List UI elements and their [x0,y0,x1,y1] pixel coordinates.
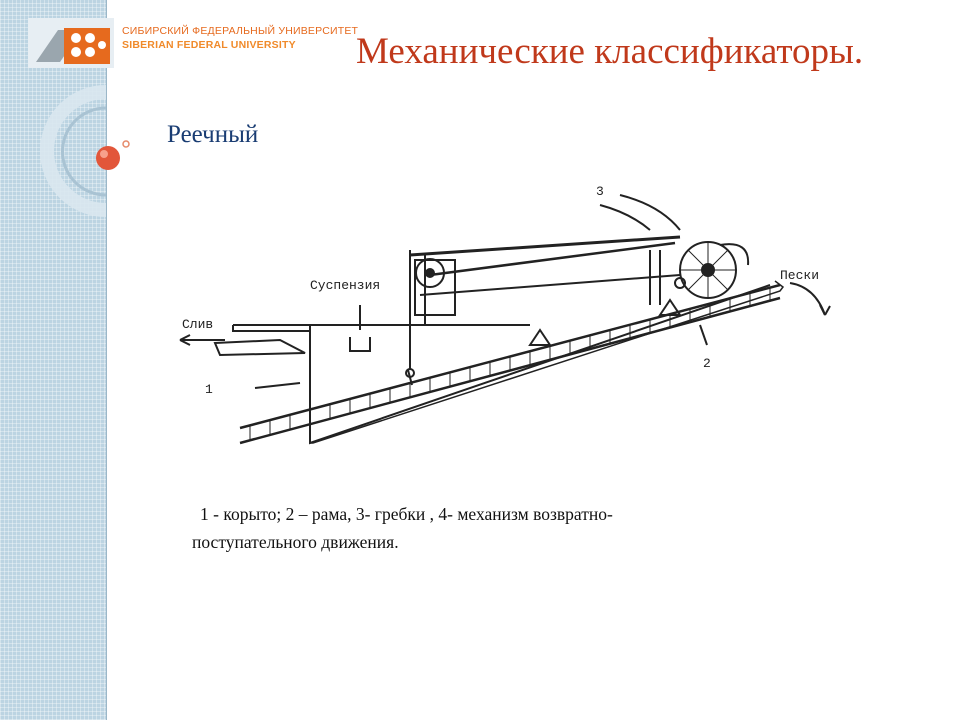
caption-line-2: поступательного движения. [192,532,399,552]
label-drain: Слив [182,317,214,332]
figure-caption [192,500,792,556]
classifier-diagram [160,175,840,465]
slide-subtitle: Реечный [167,121,259,148]
label-3: 3 [596,184,604,199]
label-2: 2 [703,356,711,371]
slide-title: Механические классификаторы. [356,31,864,72]
university-name-ru: СИБИРСКИЙ ФЕДЕРАЛЬНЫЙ УНИВЕРСИТЕТ [122,25,359,37]
university-name [122,24,358,52]
red-bullet-icon [96,146,120,170]
caption-line-1: 1 - корыто; 2 – рама, 3- гребки , 4- механизм возвратно- [200,504,613,524]
label-suspension: Суспензия [310,278,381,293]
label-sands: Пески [780,268,820,283]
university-name-en: SIBERIAN FEDERAL UNIVERSITY [122,39,296,51]
label-1: 1 [205,382,213,397]
university-logo [28,18,114,68]
